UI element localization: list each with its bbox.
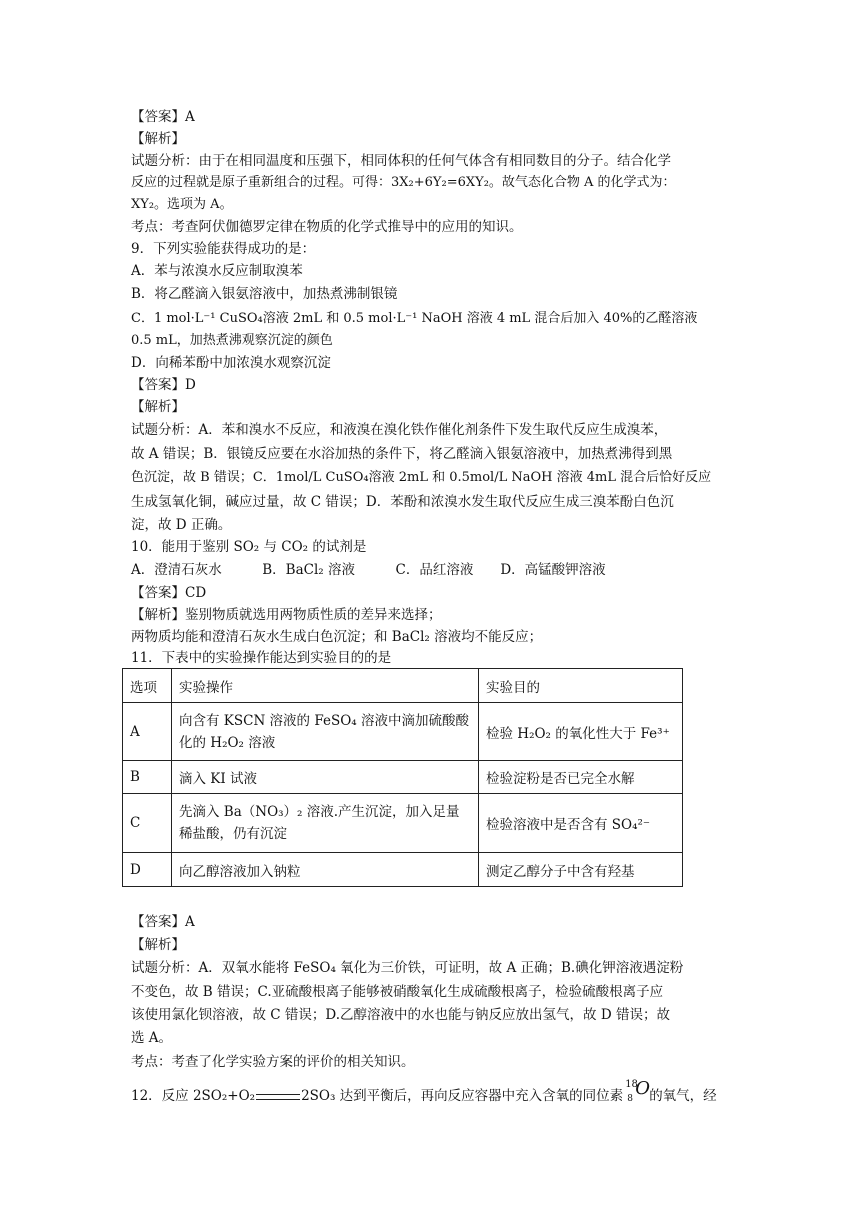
option-cell: C bbox=[123, 794, 172, 853]
table-header-row bbox=[123, 669, 683, 703]
analysis-text: 生成氢氧化铜，碱应过量，故 C 错误；D．苯酚和浓溴水发生取代反应生成三溴苯酚白色沉 bbox=[131, 494, 674, 510]
question-option: B．将乙醛滴入银氨溶液中，加热煮沸制银镜 bbox=[131, 286, 398, 302]
operation-cell: 向乙醇溶液加入钠粒 bbox=[172, 853, 479, 887]
analysis-text: 试题分析：A．双氧水能将 FeSO₄ 氧化为三价铁，可证明，故 A 正确；B.碘化钾溶液遇淀粉 bbox=[131, 960, 684, 976]
question-option: D．向稀苯酚中加浓溴水观察沉淀 bbox=[131, 355, 331, 371]
question-stem: 10．能用于鉴别 SO₂ 与 CO₂ 的试剂是 bbox=[131, 539, 367, 555]
isotope-symbol: O bbox=[635, 1077, 650, 1099]
question-12-text: 12．反应 2SO₂+O₂ bbox=[131, 1088, 256, 1104]
isotope-mass-number: 18 bbox=[625, 1078, 638, 1090]
answer-label: 【答案】A bbox=[131, 109, 195, 125]
table-header-cell: 实验操作 bbox=[172, 669, 479, 703]
answer-label: 【答案】CD bbox=[131, 585, 207, 601]
knowledge-point: 考点：考查了化学实验方案的评价的相关知识。 bbox=[131, 1054, 415, 1070]
analysis-text: 不变色，故 B 错误；C.亚硫酸根离子能够被硝酸氧化生成硫酸根离子，检验硫酸根离子应 bbox=[131, 984, 664, 1000]
purpose-cell: 检验 H₂O₂ 的氧化性大于 Fe³⁺ bbox=[479, 703, 683, 761]
purpose-cell: 检验淀粉是否已完全水解 bbox=[479, 761, 683, 794]
analysis-text: 故 A 错误；B．银镜反应要在水浴加热的条件下，将乙醛滴入银氨溶液中，加热煮沸得到黑 bbox=[131, 446, 673, 462]
question-stem: 9．下列实验能获得成功的是： bbox=[131, 241, 316, 257]
analysis-text: 淀，故 D 正确。 bbox=[131, 517, 232, 533]
analysis-text: 选 A。 bbox=[131, 1030, 173, 1046]
question-options: A．澄清石灰水 B．BaCl₂ 溶液 C．品红溶液 D．高锰酸钾溶液 bbox=[131, 562, 606, 578]
table-header-cell: 实验目的 bbox=[479, 669, 683, 703]
question-option: C．1 mol·L⁻¹ CuSO₄溶液 2mL 和 0.5 mol·L⁻¹ NaOH 溶液 4 mL 混合后加入 40%的乙醛溶液 bbox=[131, 311, 698, 326]
analysis-label: 【解析】 bbox=[131, 937, 185, 953]
operation-cell: 向含有 KSCN 溶液的 FeSO₄ 溶液中滴加硫酸酸化的 H₂O₂ 溶液 bbox=[172, 703, 479, 761]
table-row bbox=[123, 703, 683, 761]
option-cell: A bbox=[123, 703, 172, 761]
analysis-text: 两物质均能和澄清石灰水生成白色沉淀；和 BaCl₂ 溶液均不能反应； bbox=[131, 629, 543, 645]
question-option: 0.5 mL，加热煮沸观察沉淀的颜色 bbox=[131, 333, 333, 348]
analysis-text: 该使用氯化钡溶液，故 C 错误；D.乙醇溶液中的水也能与钠反应放出氢气，故 D 错误；故 bbox=[131, 1007, 670, 1023]
operation-cell: 滴入 KI 试液 bbox=[172, 761, 479, 794]
analysis-text: 【解析】鉴别物质就选用两物质性质的差异来选择； bbox=[131, 607, 442, 623]
table-header-cell: 选项 bbox=[123, 669, 172, 703]
analysis-text: 试题分析：A．苯和溴水不反应，和液溴在溴化铁作催化剂条件下发生取代反应生成溴苯， bbox=[131, 422, 668, 438]
purpose-cell: 测定乙醇分子中含有羟基 bbox=[479, 853, 683, 887]
question-12-text: 的氧气，经 bbox=[649, 1088, 717, 1104]
question-option: A．苯与浓溴水反应制取溴苯 bbox=[131, 263, 303, 279]
question-12-stem bbox=[131, 1077, 717, 1108]
analysis-label: 【解析】 bbox=[131, 131, 185, 147]
table-row bbox=[123, 794, 683, 853]
option-cell: D bbox=[123, 853, 172, 887]
isotope-atomic-number: 8 bbox=[627, 1093, 633, 1104]
table-row bbox=[123, 761, 683, 794]
answer-label: 【答案】A bbox=[131, 914, 195, 930]
oxygen-isotope bbox=[623, 1077, 650, 1108]
table-row bbox=[123, 853, 683, 887]
question-12-text: 2SO₃ 达到平衡后，再向反应容器中充入含氧的同位素 bbox=[301, 1088, 624, 1104]
analysis-text: 反应的过程就是原子重新组合的过程。可得：3X₂+6Y₂=6XY₂。故气态化合物 A 的化学式为： bbox=[131, 175, 676, 190]
option-cell: B bbox=[123, 761, 172, 794]
operation-cell: 先滴入 Ba（NO₃）₂ 溶液.产生沉淀，加入足量稀盐酸，仍有沉淀 bbox=[172, 794, 479, 853]
knowledge-point: 考点：考查阿伏伽德罗定律在物质的化学式推导中的应用的知识。 bbox=[131, 219, 523, 235]
analysis-text: 色沉淀，故 B 错误；C．1mol/L CuSO₄溶液 2mL 和 0.5mol/L NaOH 溶液 4mL 混合后恰好反应 bbox=[131, 470, 712, 485]
question-stem: 11．下表中的实验操作能达到实验目的的是 bbox=[131, 650, 392, 666]
analysis-text: XY₂。选项为 A。 bbox=[131, 197, 233, 212]
answer-label: 【答案】D bbox=[131, 377, 196, 393]
equilibrium-arrow bbox=[256, 1094, 300, 1100]
experiment-table bbox=[122, 668, 683, 887]
analysis-label: 【解析】 bbox=[131, 399, 185, 415]
purpose-cell: 检验溶液中是否含有 SO₄²⁻ bbox=[479, 794, 683, 853]
analysis-text: 试题分析：由于在相同温度和压强下，相同体积的任何气体含有相同数目的分子。结合化学 bbox=[131, 153, 671, 169]
